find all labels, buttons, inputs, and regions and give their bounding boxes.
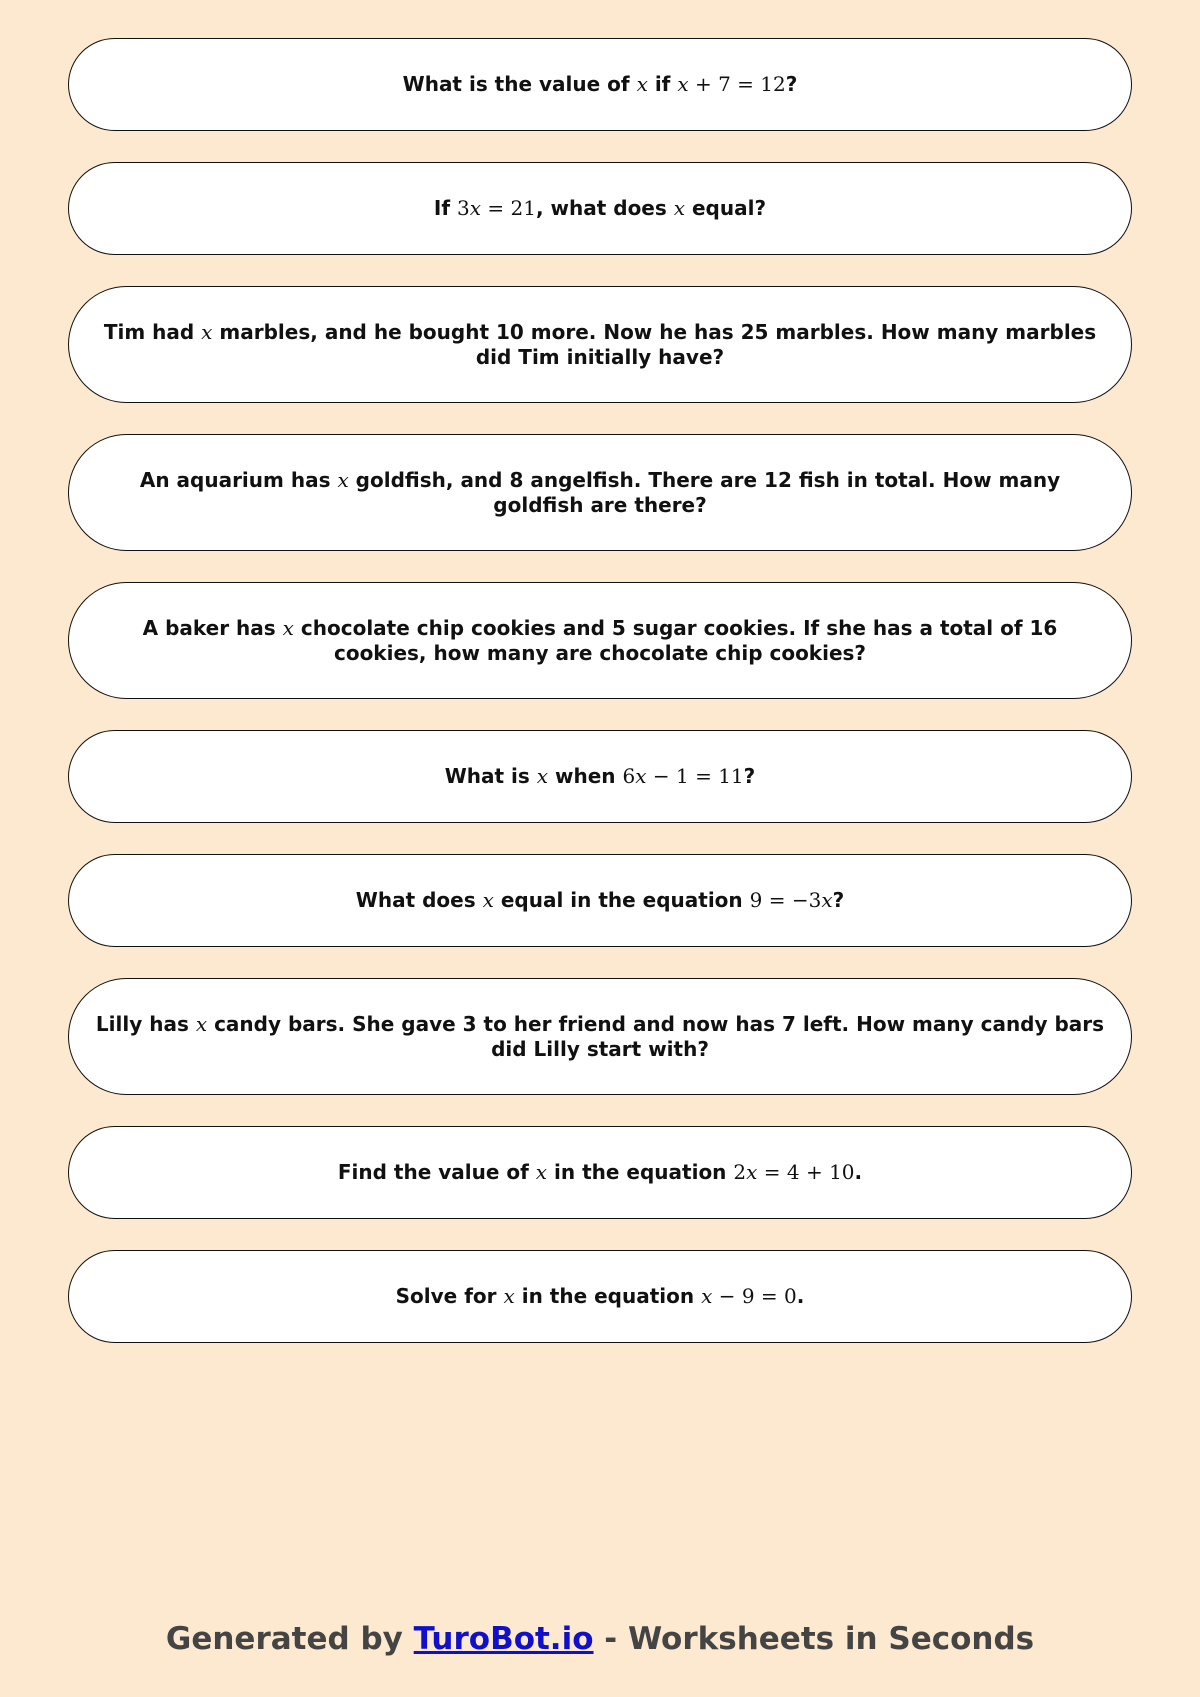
math-expression: x — [482, 888, 494, 912]
question-text-segment: What is the value of — [402, 72, 637, 96]
question-text — [396, 1284, 805, 1309]
question-text-segment: if — [647, 72, 678, 96]
math-expression: x — [536, 764, 549, 788]
question-text-segment: in the equation — [547, 1160, 734, 1184]
question-text-segment: An aquarium has — [139, 467, 338, 492]
question-text-segment: . — [796, 1284, 805, 1308]
question-text-segment: What is — [444, 764, 537, 788]
question-text-segment: when — [548, 764, 623, 788]
question-card — [68, 730, 1132, 823]
question-card — [68, 286, 1132, 403]
math-expression: x — [503, 1284, 515, 1308]
question-text-segment: , what does — [535, 196, 674, 220]
question-text-segment: Lilly has — [95, 1011, 196, 1036]
question-text-segment: . — [854, 1160, 863, 1184]
footer-prefix: Generated by — [165, 1621, 414, 1657]
math-expression: x — [535, 1160, 548, 1184]
question-text-segment: ? — [743, 764, 756, 788]
question-text — [95, 616, 1105, 666]
question-text-segment: chocolate chip cookies and 5 sugar cookies. If she has a total of 16 cookies, how many are chocolate chip cookies? — [293, 615, 1058, 665]
math-expression: x — [195, 1011, 208, 1036]
question-text — [445, 764, 756, 789]
question-card — [68, 434, 1132, 551]
question-card — [68, 854, 1132, 947]
math-expression: 3x = 21 — [457, 196, 536, 220]
math-expression: x — [282, 615, 294, 640]
question-card — [68, 978, 1132, 1095]
question-list — [68, 38, 1132, 1374]
question-text-segment: Find the value of — [337, 1160, 536, 1184]
math-expression: 9 = −3x — [749, 888, 833, 912]
math-expression: 6x − 1 = 11 — [622, 764, 744, 788]
question-card — [68, 162, 1132, 255]
question-text-segment: Tim had — [103, 319, 202, 344]
question-text-segment: equal? — [685, 196, 767, 220]
footer — [0, 1617, 1200, 1661]
question-text — [403, 72, 798, 97]
question-text — [95, 1012, 1105, 1062]
question-text-segment: ? — [785, 72, 798, 96]
question-text — [338, 1160, 862, 1185]
question-text-segment: ? — [832, 888, 845, 912]
math-expression: x — [337, 467, 349, 492]
question-text-segment: goldfish, and 8 angelfish. There are 12 fish in total. How many goldfish are there? — [348, 467, 1061, 517]
math-expression: x − 9 = 0 — [701, 1284, 797, 1308]
question-text-segment: equal in the equation — [493, 888, 750, 912]
question-card — [68, 1126, 1132, 1219]
question-text-segment: If — [433, 196, 458, 220]
question-text-segment: candy bars. She gave 3 to her friend and now has 7 left. How many candy bars did Lilly start with? — [207, 1011, 1105, 1061]
math-expression: 2x = 4 + 10 — [733, 1160, 855, 1184]
question-text-segment: What does — [355, 888, 483, 912]
math-expression: x — [201, 319, 213, 344]
question-text — [95, 320, 1105, 370]
math-expression: x + 7 = 12 — [677, 72, 786, 96]
math-expression: x — [673, 196, 686, 220]
question-text — [434, 196, 766, 221]
question-card — [68, 1250, 1132, 1343]
question-text-segment: A baker has — [142, 615, 283, 640]
math-expression: x — [636, 72, 648, 96]
turobot-link[interactable]: TuroBot.io — [413, 1621, 594, 1657]
question-card — [68, 38, 1132, 131]
question-text-segment: marbles, and he bought 10 more. Now he has 25 marbles. How many marbles did Tim initially have? — [212, 319, 1097, 369]
question-card — [68, 582, 1132, 699]
question-text-segment: Solve for — [395, 1284, 504, 1308]
question-text-segment: in the equation — [514, 1284, 702, 1308]
footer-suffix: - Worksheets in Seconds — [593, 1621, 1035, 1657]
question-text — [356, 888, 844, 913]
question-text — [95, 468, 1105, 518]
